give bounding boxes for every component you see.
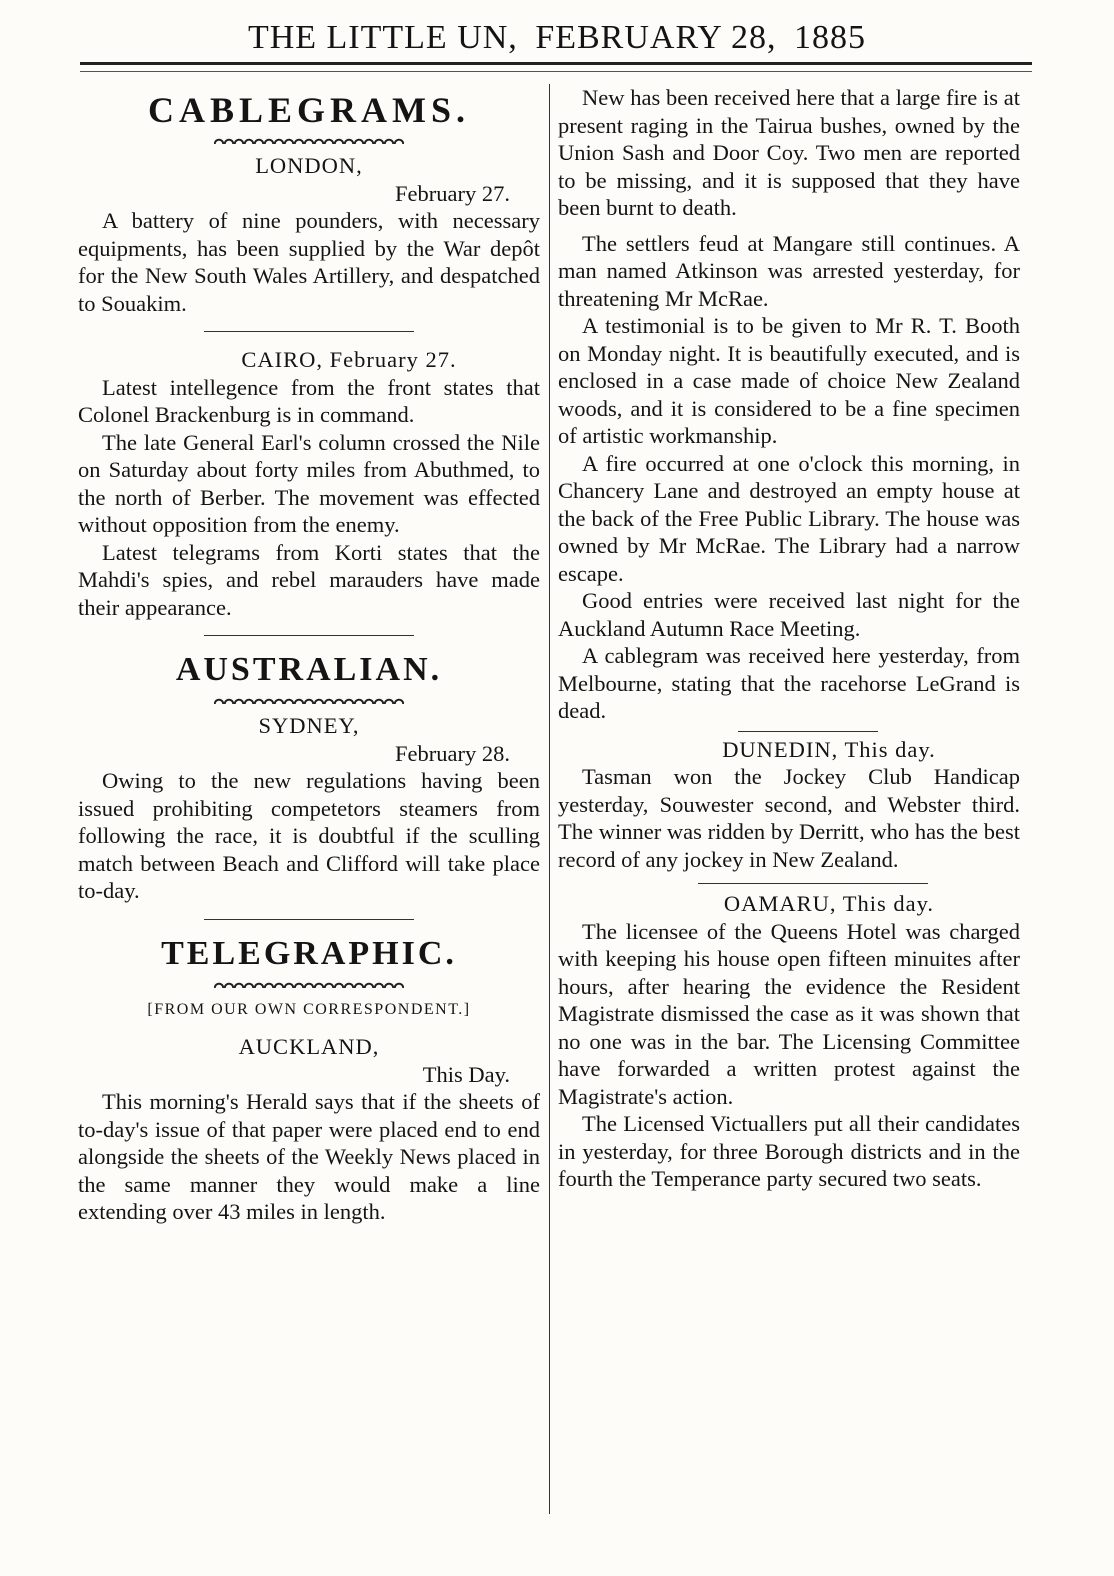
dunedin-article: Tasman won the Jockey Club Handicap yesterday, Souwester second, and Webster third. The winner was ridden by Derritt, who has the best record of any jockey in New Zealand. — [558, 764, 1020, 872]
london-date: February 27. — [395, 180, 510, 206]
correspondent-note: [FROM OUR OWN CORRESPONDENT.] — [147, 1000, 471, 1018]
chancery-fire-article: A fire occurred at one o'clock this morning, in Chancery Lane and destroyed an empty house at the back of the Free Public Library. The house was owned by Mr McRae. The Library had a narrow escape. — [558, 450, 1020, 586]
auckland-article: This morning's Herald says that if the sheets of to-day's issue of that paper were placed end to end alongside the sheets of the Weekly News placed in the same manner they would make a line extending over 43 miles in length. — [78, 1089, 540, 1224]
cairo-paragraph-1: Latest intellegence from the front states that Colonel Brackenburg is in command. — [78, 374, 540, 427]
section-rule — [698, 883, 928, 884]
section-rule — [204, 331, 414, 332]
right-column — [558, 84, 1020, 1193]
oamaru-dateline: OAMARU, This day. — [723, 891, 935, 916]
london-place: LONDON, — [255, 153, 363, 178]
publication-title: THE LITTLE UN, — [247, 19, 518, 56]
sydney-date: February 28. — [395, 740, 510, 766]
ornamental-rule — [214, 694, 404, 704]
legrand-article: A cablegram was received here yesterday, from Melbourne, stating that the racehorse LeGrand is dead. — [558, 643, 1020, 723]
left-column — [78, 84, 540, 1226]
oamaru-paragraph-2: The Licensed Victuallers put all their candidates in yesterday, for three Borough districts and in the fourth the Temperance party secured two seats. — [558, 1111, 1020, 1191]
section-rule — [204, 635, 414, 636]
issue-date: FEBRUARY 28, — [535, 19, 777, 56]
cairo-dateline: CAIRO, February 27. — [241, 347, 457, 372]
cairo-paragraph-2: The late General Earl's column crossed the Nile on Saturday about forty miles from Abuthmed, to the north of Berber. The movement was effected without opposition from the enemy. — [78, 429, 540, 537]
auckland-place: AUCKLAND, — [238, 1034, 380, 1059]
sydney-place: SYDNEY, — [258, 713, 360, 738]
dunedin-dateline: DUNEDIN, This day. — [722, 736, 936, 762]
oamaru-paragraph-1: The licensee of the Queens Hotel was charged with keeping his house open fifteen minuites after hours, after hearing the evidence the Resident Magistrate dismissed the case as it was shown that no one was in the bar. The Licensing Committee have forwarded a written protest against the Magistrate's action. — [558, 918, 1020, 1109]
mangare-feud-article: The settlers feud at Mangare still continues. A man named Atkinson was arrested yesterday, for threatening Mr McRae. — [558, 230, 1020, 311]
column-divider — [549, 84, 550, 1514]
tairua-fire-article: New has been received here that a large fire is at present raging in the Tairua bushes, owned by the Union Sash and Door Coy. Two men are reported to be missing, and it is supposed that they have been burnt to death. — [558, 85, 1020, 220]
auckland-date: This Day. — [422, 1061, 510, 1087]
section-rule — [738, 731, 878, 732]
race-entries-article: Good entries were received last night for the Auckland Autumn Race Meeting. — [558, 588, 1020, 641]
ornamental-rule — [214, 978, 404, 988]
masthead-rule — [80, 62, 1032, 72]
cairo-paragraph-3: Latest telegrams from Korti states that the Mahdi's spies, and rebel marauders have made their appearance. — [78, 539, 540, 620]
issue-year: 1885 — [794, 19, 867, 56]
telegraphic-heading: TELEGRAPHIC. — [161, 934, 457, 972]
sydney-article: Owing to the new regulations having been issued prohibiting competetors steamers from following the race, it is doubtful if the sculling match between Beach and Clifford will take place to-day. — [78, 768, 540, 903]
ornamental-rule — [214, 134, 404, 144]
section-rule — [204, 919, 414, 920]
london-article: A battery of nine pounders, with necessary equipments, has been supplied by the War depôt for the New South Wales Artillery, and despatched to Souakim. — [78, 208, 540, 316]
australian-heading: AUSTRALIAN. — [175, 651, 443, 688]
cablegrams-heading: CABLEGRAMS. — [147, 90, 471, 130]
masthead — [0, 16, 1114, 60]
testimonial-article: A testimonial is to be given to Mr R. T. Booth on Monday night. It is beautifully executed, and is enclosed in a case made of choice New Zealand woods, and it is considered to be a fine specimen of artistic workmanship. — [558, 313, 1020, 448]
